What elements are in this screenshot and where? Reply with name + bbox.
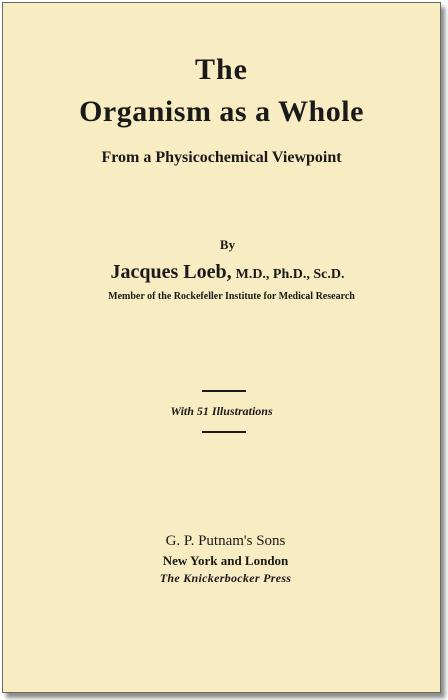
book-title: Organism as a Whole: [79, 95, 364, 128]
illustrations-note: With 51 Illustrations: [170, 404, 273, 418]
divider-bottom: [202, 431, 246, 433]
author-degrees: M.D., Ph.D., Sc.D.: [235, 267, 345, 282]
divider-top: [202, 390, 246, 392]
publisher-place: New York and London: [162, 553, 289, 568]
title-page: [2, 2, 441, 693]
title-line-the: The: [194, 53, 248, 86]
author-name: Jacques Loeb,: [110, 261, 232, 283]
publisher-name: G. P. Putnam's Sons: [165, 533, 286, 549]
author-line: [3, 261, 446, 284]
publisher-press: The Knickerbocker Press: [159, 571, 292, 585]
by-label: By: [219, 237, 236, 252]
author-affiliation: Member of the Rockefeller Institute for Medical Research: [108, 291, 355, 302]
book-subtitle: From a Physicochemical Viewpoint: [101, 149, 342, 166]
